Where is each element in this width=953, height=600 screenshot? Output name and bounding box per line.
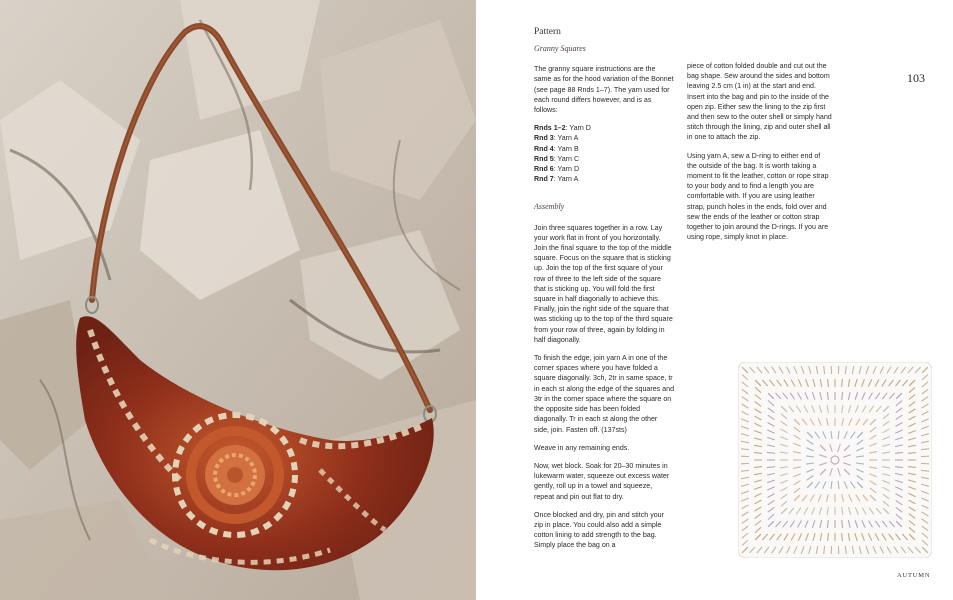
bag-on-rock-illustration <box>0 0 476 600</box>
round-line: Rnd 7: Yarn A <box>534 175 579 184</box>
assembly-paragraph: To finish the edge, join yarn A in one of the corner spaces where you have folded a square diagonally. 3ch, 2tr in same space, tr in each st along the edge of the squares and 3tr in the corner space where the square on the opposite side has been folded diagonally. Tr in each st along the other side, join. Fasten off. (137sts) <box>534 354 675 434</box>
assembly-paragraph: Using yarn A, sew a D-ring to either end of the outside of the bag. It is worth taking a moment to fit the leather, cotton or rope strap to your body and to find a length you are comfortable with. If you are using leather strap, punch holes in the ends, fold over and sew the ends of the leather or cotton strap together to join around the D-rings. If you are using rope, simply knot in place. <box>687 151 829 242</box>
granny-squares-heading: Granny Squares <box>534 44 586 53</box>
pattern-page <box>476 0 953 600</box>
text-column-left <box>534 44 674 559</box>
page-number: 103 <box>907 71 925 85</box>
round-line: Rnds 1–2: Yarn D <box>534 124 591 133</box>
running-footer: AUTUMN <box>897 572 931 579</box>
assembly-heading: Assembly <box>534 202 565 212</box>
assembly-paragraph: piece of cotton folded double and cut out the bag shape. Sew around the sides and bottom leaving 2.5 cm (1 in) at the start and end. Insert into the bag and pin to the inside of the open zip. Either sew the lining to the zip first and then sew to the outer shell or simply hand stitch through the lining, zip and outer shell all in one to attach the zip. <box>687 62 832 142</box>
section-heading: Pattern <box>534 27 561 37</box>
granny-squares-intro: The granny square instructions are the same as for the hood variation of the Bonnet (see page 88 Rnds 1–7). The yarn used for each round differs however, and is as follows: <box>534 65 674 115</box>
bag-photo <box>0 0 476 600</box>
round-line: Rnd 5: Yarn C <box>534 154 580 163</box>
assembly-paragraph: Now, wet block. Soak for 20–30 minutes in lukewarm water, squeeze out excess water gently, roll up in a towel and squeeze, repeat and pin out flat to dry. <box>534 461 670 501</box>
text-column-right <box>687 61 832 250</box>
round-line: Rnd 4: Yarn B <box>534 144 579 153</box>
assembly-paragraph: Weave in any remaining ends. <box>534 443 630 452</box>
rounds-list <box>534 123 674 184</box>
granny-square-chart <box>738 362 932 558</box>
assembly-paragraph: Once blocked and dry, pin and stitch your zip in place. You could also add a simple cotton lining to add strength to the bag. Simply place the bag on a <box>534 510 664 550</box>
round-line: Rnd 6: Yarn D <box>534 165 580 174</box>
assembly-paragraph: Join three squares together in a row. Lay your work flat in front of you horizontally. Join the final square to the top of the middle square. Focus on the square that is sticking up. Join the top of the first square of your row of three to the left side of the square that is sticking up. You will fold the first square in half diagonally to achieve this. Finally, join the right side of the square that was sticking up to the top of the third square from your row of three, again by folding in half diagonally. <box>534 223 673 344</box>
round-line: Rnd 3: Yarn A <box>534 134 579 143</box>
